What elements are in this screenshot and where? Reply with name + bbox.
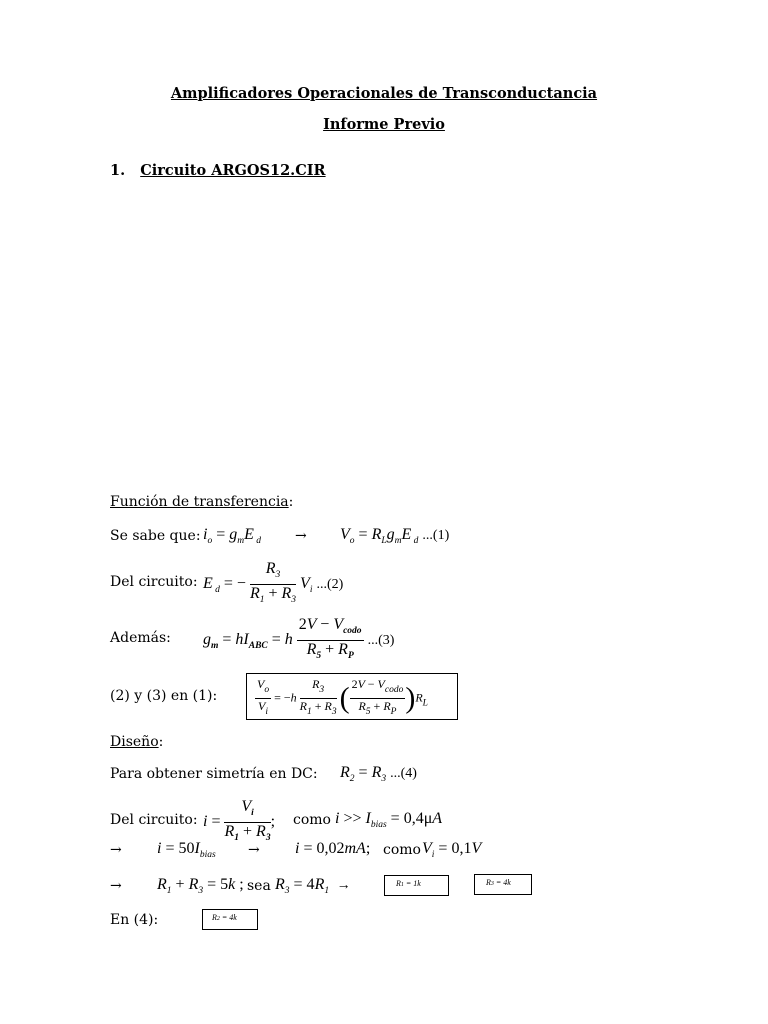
transfer-heading-colon: :: [288, 494, 294, 510]
design-equation-2b: $i >> I_{bias} = 0,4\mu A$: [335, 810, 443, 830]
design-equation-4a: $R_1 + R_3 = 5k$ ;: [157, 876, 244, 896]
transfer-line1-label: Se sabe que:: [110, 528, 201, 544]
transfer-line2-label: Del circuito:: [110, 574, 198, 590]
section-number: 1.: [110, 162, 126, 179]
arrow-1: →: [295, 528, 307, 544]
document-subtitle: Informe Previo: [323, 116, 445, 133]
design-equation-2a: i = $\frac{V_i}{R_1 + R_3}$ ;: [203, 798, 276, 843]
design-equation-3c: $V_i = 0,1V$: [422, 840, 482, 860]
sea-label: sea: [247, 878, 271, 894]
r3-value: R3 = 4k: [486, 878, 511, 887]
design-heading-text: Diseño: [110, 734, 159, 750]
como-label-2: como: [383, 842, 421, 858]
design-equation-4b: $R_3 = 4R_1$ →: [275, 876, 351, 896]
design-equation-3b: i = 0,02mA;: [295, 840, 371, 857]
design-line1-label: Para obtener simetría en DC:: [110, 766, 318, 782]
r1-value: R1 = 1k: [396, 879, 421, 888]
r2-value: R2 = 4k: [212, 913, 237, 922]
design-heading: [110, 734, 163, 750]
transfer-heading-text: Función de transferencia: [110, 494, 289, 510]
design-heading-colon: :: [158, 734, 164, 750]
transfer-line4-label: (2) y (3) en (1):: [110, 688, 218, 704]
arrow-2: →: [110, 842, 122, 858]
section-label: Circuito ARGOS12.CIR: [140, 162, 326, 179]
equation-3: $g_m = hI_{ABC} = h$ $\frac{2V - V_{codo}}{R_5 + R_P}$ ...(3): [203, 616, 395, 661]
transfer-heading: [110, 494, 293, 510]
transfer-line3-label: Además:: [110, 630, 171, 646]
equation-1: $i_o = g_mE$ $_d$: [203, 526, 262, 546]
design-equation-1: $R_2 = R_3$ ...(4): [340, 764, 417, 784]
arrow-3: →: [248, 842, 260, 858]
design-equation-3a: $i = 50I_{bias}$: [157, 840, 216, 860]
document-title: Amplificadores Operacionales de Transconductancia: [170, 85, 598, 102]
equation-4: $\frac{V_o}{V_i}$ = −h $\frac{R_3}{R_1 + R_3}$ ( $\frac{2V - V_{codo}}{R_5 + R_P}$ )$R_L$: [257, 677, 428, 717]
arrow-4: →: [110, 878, 122, 894]
como-label-1: como: [293, 812, 331, 828]
equation-1b: $V_o = R_Lg_mE$ $_d$ ...(1): [340, 526, 450, 546]
equation-2: E $_d$ = − $\frac{R_3}{R_1 + R_3}$ $V_i$ ...(2): [203, 560, 344, 605]
design-line5-label: En (4):: [110, 912, 159, 928]
design-line2-label: Del circuito:: [110, 812, 198, 828]
section-1-heading: [110, 162, 326, 179]
